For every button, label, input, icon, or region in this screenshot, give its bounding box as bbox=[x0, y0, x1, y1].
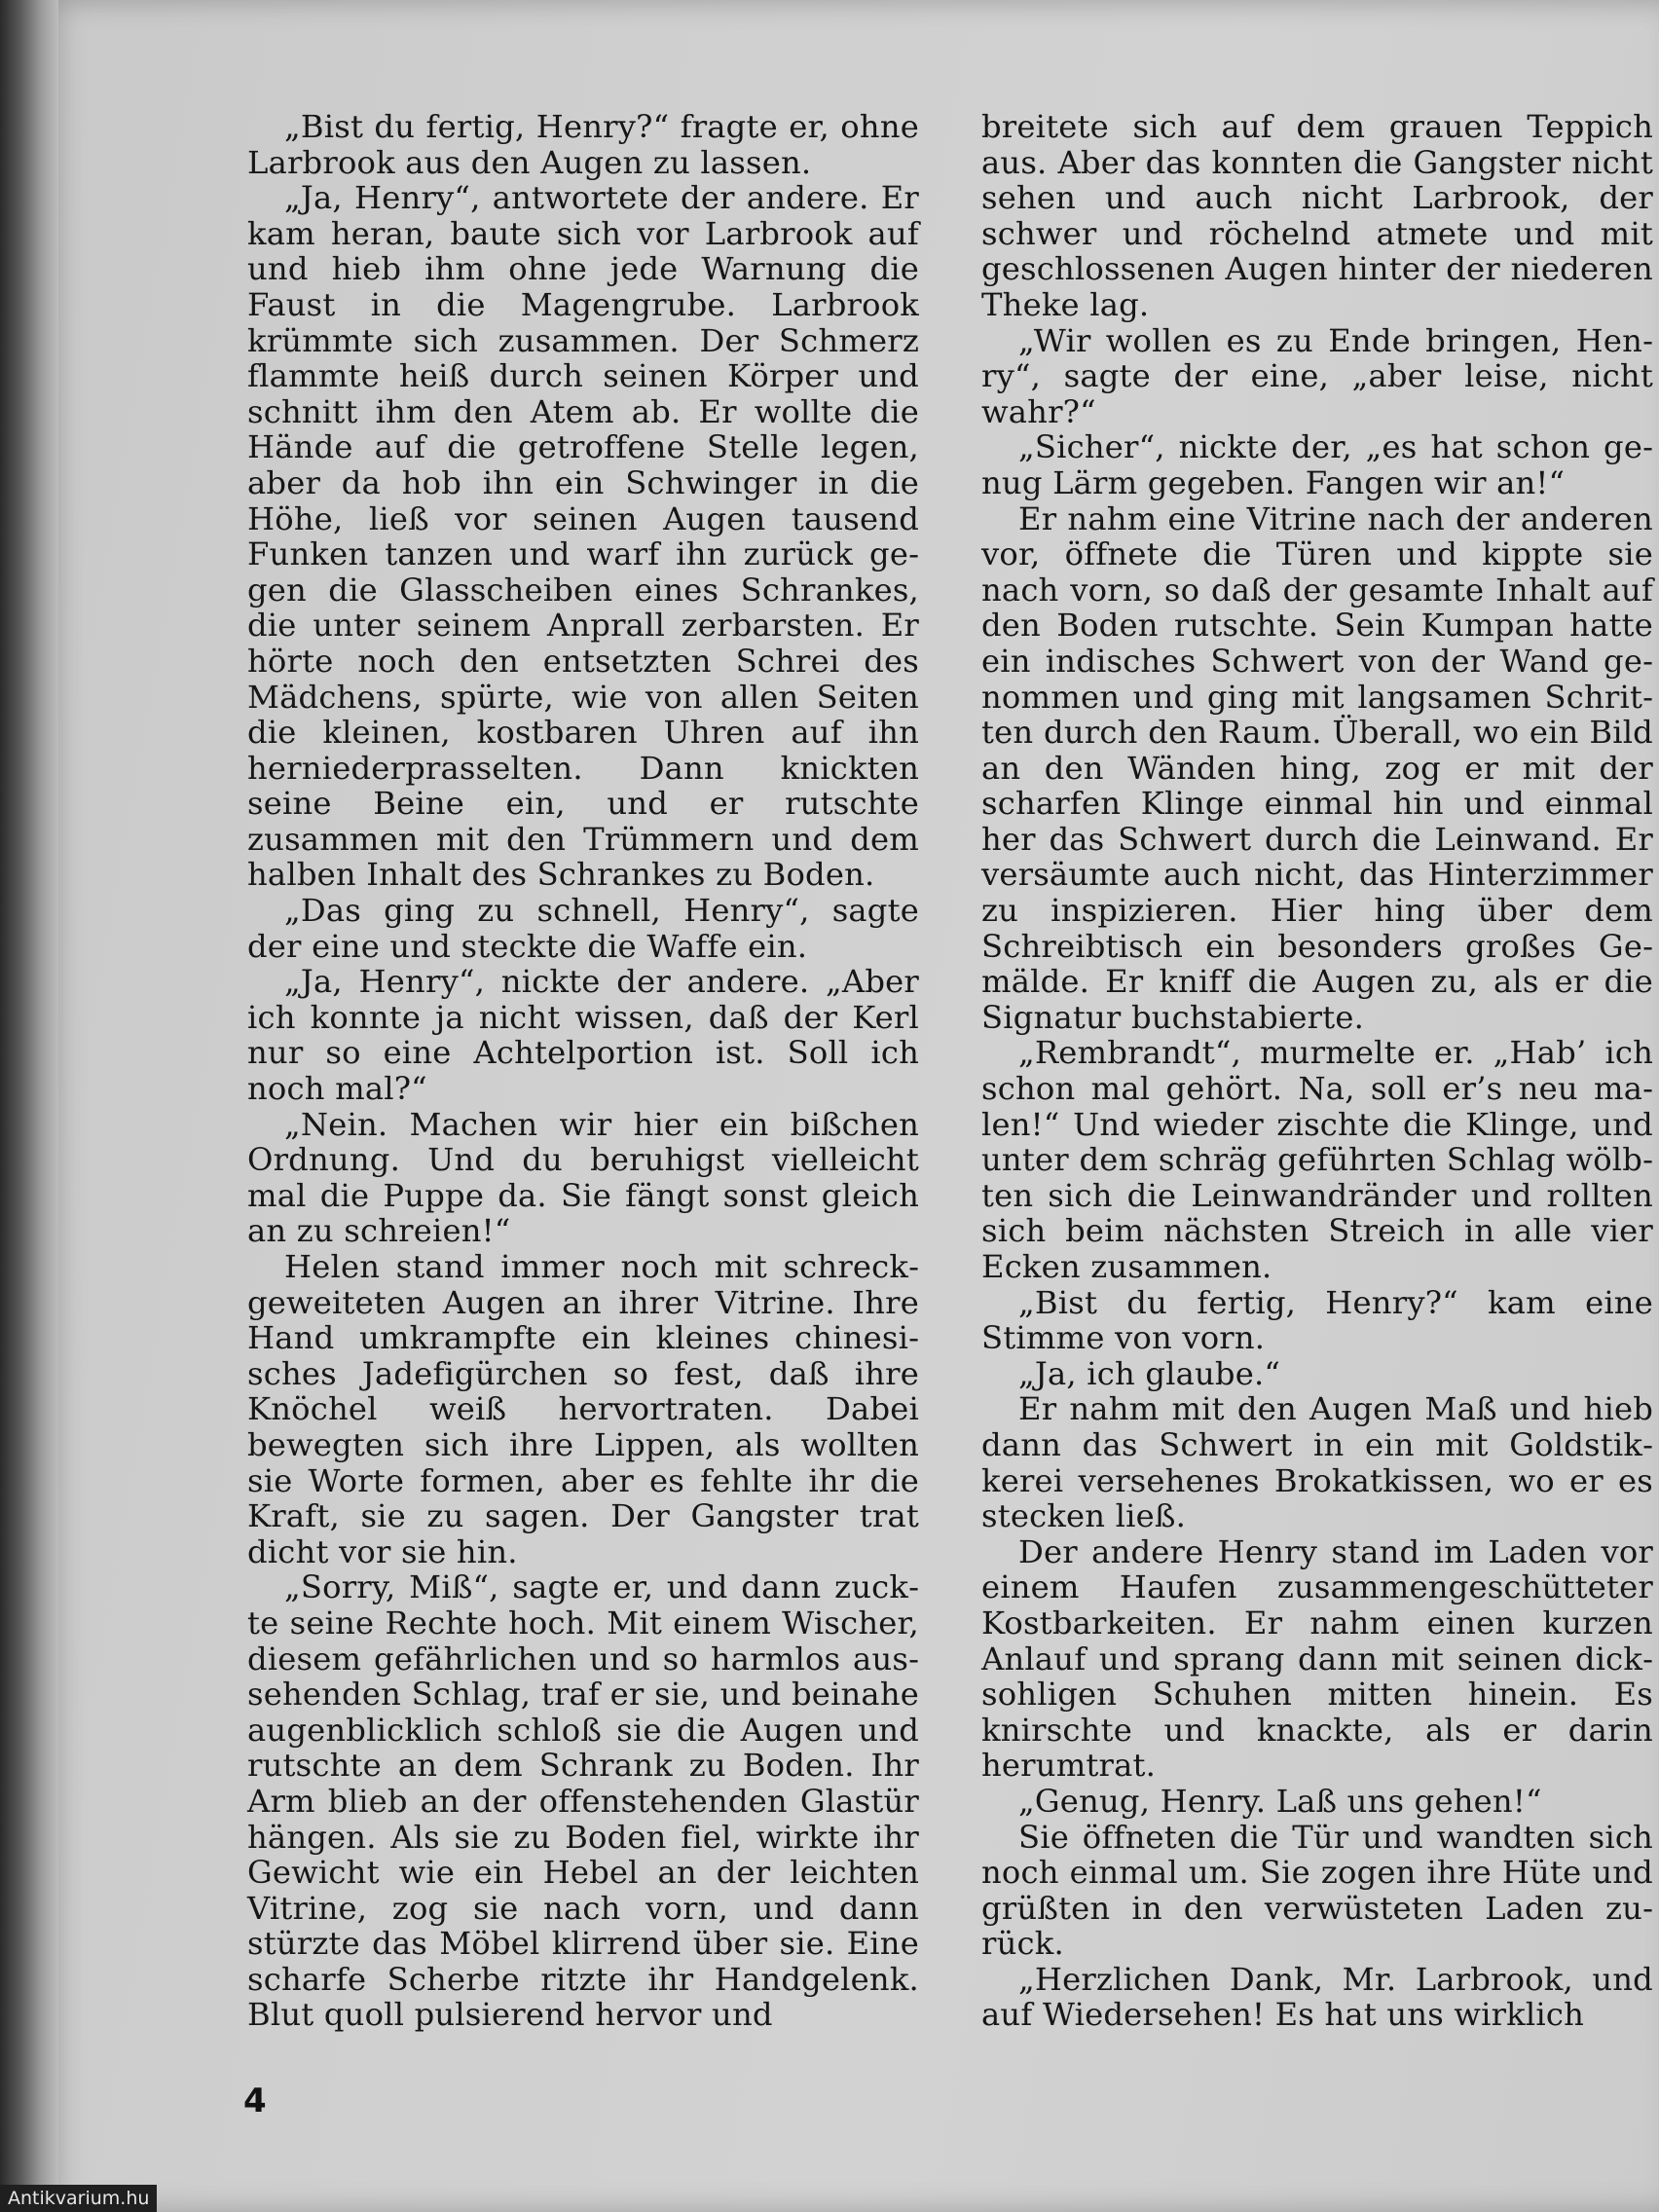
paragraph: „Ja, Henry“, nickte der andere. „Aber ich konnte ja nicht wissen, daß der Kerl nur so eine Achtelportion ist. Soll ich noch mal?“ bbox=[247, 963, 919, 1108]
paragraph: „Sorry, Miß“, sagte er, und dann zuckte seine Rechte hoch. Mit einem Wischer, diesem gefährlichen und so harmlos aussehenden Schlag, traf er sie, und beinahe augenblicklich schloß sie die Augen und rutschte an dem Schrank zu Boden. Ihr Arm blieb an der offenstehenden Glastür hängen. Als sie zu Boden fiel, wirkte ihr Gewicht wie ein Hebel an der leichten Vitrine, zog sie nach vorn, und dann stürzte das Möbel klirrend über sie. Eine scharfe Scherbe ritzte ihr Handgelenk. Blut quoll pulsierend hervor und bbox=[247, 1568, 919, 2034]
paragraph: „Bist du fertig, Henry?“ kam eine Stimme von vorn. bbox=[981, 1283, 1653, 1357]
paragraph: Er nahm eine Vitrine nach der anderen vor, öffnete die Türen und kippte sie nach vorn, so daß der gesamte Inhalt auf den Boden rutschte. Sein Kumpan hatte ein indisches Schwert von der Wand genommen und ging mit langsamen Schritten durch den Raum. Überall, wo ein Bild an den Wänden hing, zog er mit der scharfen Klinge einmal hin und einmal her das Schwert durch die Leinwand. Er versäumte auch nicht, das Hinterzimmer zu inspizieren. Hier hing über dem Schreibtisch ein besonders großes Gemälde. Er kniff die Augen zu, als er die Signatur buchstabierte. bbox=[981, 499, 1653, 1036]
book-spine-shadow bbox=[0, 0, 58, 2212]
paragraph: „Rembrandt“, murmelte er. „Hab’ ich schon mal gehört. Na, soll er’s neu malen!“ Und wieder zischte die Klinge, und unter dem schräg geführten Schlag wölbten sich die Leinwandränder und rollten sich beim nächsten Streich in alle vier Ecken zusammen. bbox=[981, 1034, 1653, 1285]
paragraph: Sie öffneten die Tür und wandten sich noch einmal um. Sie zogen ihre Hüte und grüßten in den verwüsteten Laden zurück. bbox=[981, 1818, 1653, 1963]
right-column bbox=[981, 109, 1653, 2033]
page-number: 4 bbox=[243, 2082, 267, 2120]
paragraph: „Das ging zu schnell, Henry“, sagte der eine und steckte die Waffe ein. bbox=[247, 892, 919, 965]
paragraph-continuation: breitete sich auf dem grauen Teppich aus. Aber das konnten die Gangster nicht sehen und auch nicht Larbrook, der schwer und röchelnd atmete und mit geschlossenen Augen hinter der niederen Theke lag. bbox=[981, 108, 1653, 323]
paragraph: Er nahm mit den Augen Maß und hieb dann das Schwert in ein mit Goldstikkerei versehenes Brokatkissen, wo er es stecken ließ. bbox=[981, 1390, 1653, 1535]
paragraph: „Ja, ich glaube.“ bbox=[1018, 1354, 1281, 1392]
watermark: Antikvarium.hu bbox=[0, 2185, 157, 2212]
paragraph: „Wir wollen es zu Ende bringen, Henry“, sagte der eine, „aber leise, nicht wahr?“ bbox=[981, 321, 1653, 430]
paragraph: „Ja, Henry“, antwortete der andere. Er kam heran, baute sich vor Larbrook auf und hieb ihm ohne jede Warnung die Faust in die Magengrube. Larbrook krümmte sich zusammen. Der Schmerz flammte heiß durch seinen Körper und schnitt ihm den Atem ab. Er wollte die Hände auf die getroffene Stelle legen, aber da hob ihn ein Schwinger in die Höhe, ließ vor seinen Augen tausend Funken tanzen und warf ihn zurück gegen die Glasscheiben eines Schrankes, die unter seinem Anprall zerbarsten. Er hörte noch den entsetzten Schrei des Mädchens, spürte, wie von allen Seiten die kleinen, kostbaren Uhren auf ihn herniederprasselten. Dann knickten seine Beine ein, und er rutschte zusammen mit den Trümmern und dem halben Inhalt des Schrankes zu Boden. bbox=[247, 179, 919, 894]
paragraph: „Herzlichen Dank, Mr. Larbrook, und auf Wiedersehen! Es hat uns wirklich bbox=[981, 1960, 1653, 2034]
book-page bbox=[39, 0, 1659, 2212]
paragraph: „Sicher“, nickte der, „es hat schon genug Lärm gegeben. Fangen wir an!“ bbox=[981, 428, 1653, 501]
left-column bbox=[247, 109, 919, 2033]
paragraph: Der andere Henry stand im Laden vor einem Haufen zusammengeschütteter Kostbarkeiten. Er nahm einen kurzen Anlauf und sprang dann mit seinen dicksohligen Schuhen mitten hinein. Es knirschte und knackte, als er darin herumtrat. bbox=[981, 1532, 1653, 1785]
paragraph: „Genug, Henry. Laß uns gehen!“ bbox=[1018, 1782, 1542, 1820]
paragraph: „Bist du fertig, Henry?“ fragte er, ohne Larbrook aus den Augen zu lassen. bbox=[247, 108, 919, 181]
paragraph: Helen stand immer noch mit schreckgeweiteten Augen an ihrer Vitrine. Ihre Hand umkrampfte ein kleines chinesisches Jadefigürchen so fest, daß ihre Knöchel weiß hervortraten. Dabei bewegten sich ihre Lippen, als wollten sie Worte formen, aber es fehlte ihr die Kraft, sie zu sagen. Der Gangster trat dicht vor sie hin. bbox=[247, 1248, 919, 1570]
paragraph: „Nein. Machen wir hier ein bißchen Ordnung. Und du beruhigst vielleicht mal die Puppe da. Sie fängt sonst gleich an zu schreien!“ bbox=[247, 1105, 919, 1250]
